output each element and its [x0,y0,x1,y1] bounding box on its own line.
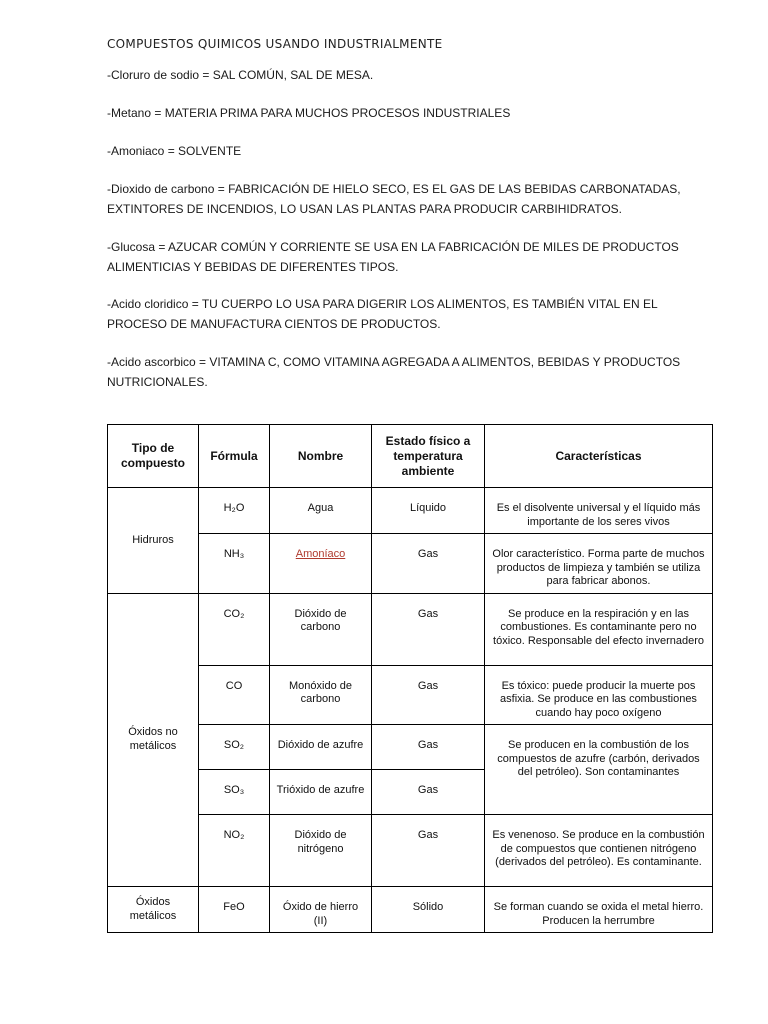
header-tipo: Tipo de compuesto [108,425,199,488]
paragraph-metano: -Metano = MATERIA PRIMA PARA MUCHOS PROCESOS INDUSTRIALES [107,106,511,120]
cell-caracteristicas: Se produce en la respiración y en las combustiones. Es contaminante pero no tóxico. Responsable del efecto invernadero [485,593,713,665]
paragraph-acido-cloridico: -Acido cloridico = TU CUERPO LO USA PARA DIGERIR LOS ALIMENTOS, ES TAMBIÉN VITAL EN EL PROCESO DE MANUFACTURA CIENTOS DE PRODUCTOS. [107,297,658,331]
paragraph-amoniaco: -Amoniaco = SOLVENTE [107,144,242,158]
cell-caracteristicas: Olor característico. Forma parte de muchos productos de limpieza y también se utiliza para fabricar abonos. [485,534,713,594]
cell-estado: Gas [372,665,485,725]
cell-nombre: Dióxido de nitrógeno [270,815,372,887]
group-oxidos-metalicos: Óxidos metálicos [108,887,199,933]
compounds-table [107,424,713,933]
table-row [108,593,713,665]
paragraph-glucosa: -Glucosa = AZUCAR COMÚN Y CORRIENTE SE USA EN LA FABRICACIÓN DE MILES DE PRODUCTOS ALIMENTICIAS Y BEBIDAS DE DIFERENTES TIPOS. [107,240,679,274]
cell-formula: FeO [199,887,270,933]
header-caracteristicas: Características [485,425,713,488]
cell-caracteristicas: Se forman cuando se oxida el metal hierro. Producen la herrumbre [485,887,713,933]
group-oxidos-no-metalicos: Óxidos no metálicos [108,593,199,887]
header-estado: Estado físico a temperatura ambiente [372,425,485,488]
paragraph-cloruro-de-sodio: -Cloruro de sodio = SAL COMÚN, SAL DE MESA. [107,68,374,82]
cell-formula: NH₃ [199,534,270,594]
cell-formula: SO₂ [199,725,270,770]
cell-estado: Sólido [372,887,485,933]
cell-estado: Gas [372,725,485,770]
paragraph-acido-ascorbico: -Acido ascorbico = VITAMINA C, COMO VITAMINA AGREGADA A ALIMENTOS, BEBIDAS Y PRODUCTOS NUTRICIONALES. [107,355,681,389]
table-row [108,887,713,933]
cell-caracteristicas: Es tóxico: puede producir la muerte pos asfixia. Se produce en las combustiones cuando hay poco oxígeno [485,665,713,725]
cell-nombre: Trióxido de azufre [270,770,372,815]
cell-estado: Gas [372,593,485,665]
cell-nombre: Agua [270,488,372,534]
table-row [108,534,713,594]
cell-caracteristicas: Se producen en la combustión de los compuestos de azufre (carbón, derivados del petróleo). Son contaminantes [485,725,713,815]
cell-estado: Gas [372,770,485,815]
cell-estado: Gas [372,534,485,594]
cell-caracteristicas: Es venenoso. Se produce en la combustión de compuestos que contienen nitrógeno (derivados del petróleo). Es contaminante. [485,815,713,887]
cell-nombre [270,534,372,594]
cell-formula: CO [199,665,270,725]
table-row [108,488,713,534]
cell-nombre: Dióxido de azufre [270,725,372,770]
cell-formula: SO₃ [199,770,270,815]
table-header-row [108,425,713,488]
table-row [108,725,713,770]
header-nombre: Nombre [270,425,372,488]
header-formula: Fórmula [199,425,270,488]
document-title: COMPUESTOS QUIMICOS USANDO INDUSTRIALMENTE [107,37,443,51]
table-row [108,665,713,725]
amoniaco-link[interactable]: Amoníaco [295,548,346,560]
cell-nombre: Monóxido de carbono [270,665,372,725]
group-hidruros: Hidruros [108,488,199,594]
table-row [108,815,713,887]
cell-caracteristicas: Es el disolvente universal y el líquido más importante de los seres vivos [485,488,713,534]
cell-formula: NO₂ [199,815,270,887]
cell-nombre: Dióxido de carbono [270,593,372,665]
cell-formula: H₂O [199,488,270,534]
cell-formula: CO₂ [199,593,270,665]
cell-estado: Líquido [372,488,485,534]
paragraph-dioxido-de-carbono: -Dioxido de carbono = FABRICACIÓN DE HIELO SECO, ES EL GAS DE LAS BEBIDAS CARBONATADAS, EXTINTORES DE INCENDIOS, LO USAN LAS PLANTAS PARA PRODUCIR CARBIHIDRATOS. [107,182,681,216]
cell-estado: Gas [372,815,485,887]
cell-nombre: Óxido de hierro (II) [270,887,372,933]
